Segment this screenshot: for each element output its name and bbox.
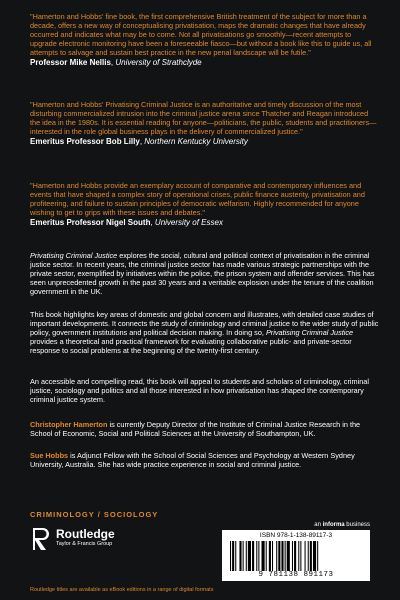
endorsement-1: [30, 12, 380, 68]
barcode-bar: [305, 541, 306, 571]
barcode-bar: [313, 541, 316, 571]
endorser-affiliation: University of Strathclyde: [115, 58, 202, 68]
publisher-logo: [30, 526, 150, 552]
barcode-bar: [258, 541, 259, 571]
barcode-bar: [235, 541, 236, 571]
subject-category: CRIMINOLOGY / SOCIOLOGY: [30, 510, 159, 519]
author-name: Christopher Hamerton: [30, 420, 108, 429]
endorsement-text: "Hamerton and Hobbs' Privatising Criminal Justice is an authoritative and timely discussion of the most disturbing commercialized intrusion into the criminal justice arena since Thatcher and Reagan introduced the idea in the 1980s. It is essential reading for anyone—politicians, the public, students and practitioners—interested in the role global business plays in the delivery of commercialized justice.": [30, 100, 377, 137]
publisher-name: Routledge: [56, 527, 115, 541]
barcode-bar: [310, 541, 312, 571]
barcode-bar: [243, 541, 244, 571]
author-bio-1: [30, 420, 380, 438]
description-text: explores the social, cultural and political context of privatisation in the criminal justice sector. In recent years, the criminal justice sector has made various strategic partnerships with the private sector, exemplified by initiatives within the police, the prison system and offender services. This has seen unprecedented growth in the past 30 years and a veritable explosion under the tenure of the coalition government in the UK.: [30, 251, 375, 297]
endorsement-text: "Hamerton and Hobbs provide an exemplary account of comparative and contemporary influences and events that have shaped a complex story of operational crises, public finance austerity, privatisation and profiteering, and failure to sustain principles of democratic welfarism. Highly recommended for anyone wishing to get to grips with these issues and debates.": [30, 181, 365, 218]
endorser-affiliation: Northern Kentucky University: [144, 137, 248, 147]
endorsement-attribution: Professor Mike Nellis, University of Strathclyde: [30, 58, 202, 68]
informa-brand: informa: [322, 522, 345, 528]
endorsement-3: [30, 181, 380, 228]
barcode-bar: [269, 541, 271, 571]
barcode-bar: [256, 541, 257, 571]
ebook-availability-note: Routledge titles are available as eBook editions in a range of digital formats: [30, 587, 214, 593]
endorsement-text: "Hamerton and Hobbs' fine book, the first comprehensive British treatment of the subject for more than a decade, offers a new way of conceptualising privatisation, maps the dramatic changes that have already occurred and indicates what may be to come. Not all privatisations go smoothly—recent attempts to upgrade electronic monitoring have been a foreseeable fiasco—but without a book like this to guide us, all attempts to salvage and sustain best practice in the new penal landscape will be futile.": [30, 12, 372, 58]
isbn-label: ISBN 978-1-138-89117-3: [259, 532, 333, 539]
description-paragraph-3: An accessible and compelling read, this book will appeal to students and scholars of criminology, criminal justice, sociology and politics and all those interested in how privatisation has shaped the contemporary criminal justice system.: [30, 377, 369, 405]
barcode-bar: [300, 541, 301, 571]
barcode-bar: [266, 541, 267, 571]
description-paragraph-2: [30, 310, 380, 355]
barcode-bar: [262, 541, 265, 571]
book-title: Privatising Criminal Justice: [30, 251, 118, 260]
informa-business-label: an informa business: [314, 522, 370, 528]
barcode-bar: [278, 541, 280, 571]
barcode-icon: [228, 541, 364, 571]
barcode-bar: [248, 541, 251, 571]
barcode-bar: [246, 541, 247, 571]
barcode-bar: [317, 541, 318, 571]
description-text: provides a theoretical and practical framework for evaluating collaborative public- and private-sector response to social problems at the beginning of the twenty-first century.: [30, 337, 352, 356]
endorser-name: Professor Mike Nellis: [30, 58, 111, 68]
barcode-bar: [252, 541, 254, 571]
barcode-bar: [308, 541, 309, 571]
barcode-bar: [281, 541, 283, 571]
isbn-barcode: [222, 530, 370, 581]
author-bio-text: is currently Deputy Director of the Institute of Criminal Justice Research in the School of Economic, Social and Political Sciences at the University of Southampton, UK.: [30, 420, 361, 439]
barcode-digits: 9 781138 891173: [258, 571, 334, 579]
barcode-bar: [239, 541, 241, 571]
barcode-bar: [232, 541, 234, 571]
barcode-bar: [285, 541, 286, 571]
description-paragraph-1: [30, 251, 380, 296]
author-bio-2: [30, 451, 380, 469]
publisher-group: Taylor & Francis Group: [56, 541, 113, 547]
barcode-bar: [298, 541, 299, 571]
barcode-bar: [287, 541, 290, 571]
endorsement-attribution: Emeritus Professor Nigel South, University of Essex: [30, 218, 223, 228]
endorsement-attribution: Emeritus Professor Bob Lilly, Northern Kentucky University: [30, 137, 248, 147]
routledge-logo-icon: [30, 526, 52, 552]
barcode-bar: [230, 541, 231, 571]
barcode-bar: [294, 541, 296, 571]
author-name: Sue Hobbs: [30, 451, 69, 460]
endorser-affiliation: University of Essex: [154, 218, 223, 228]
barcode-bar: [272, 541, 273, 571]
barcode-bar: [292, 541, 293, 571]
book-title: Privatising Criminal Justice: [265, 328, 354, 338]
author-bio-text: is Adjunct Fellow with the School of Social Sciences and Psychology at Western Sydney University, Australia. She has wide practice experience in social and criminal justice.: [30, 451, 355, 470]
endorsement-2: [30, 100, 380, 147]
endorser-name: Emeritus Professor Bob Lilly: [30, 137, 140, 147]
barcode-bar: [276, 541, 277, 571]
description-text: This book highlights key areas of domestic and global concern and illustrates, with detailed case studies of important developments. It connects the study of criminology and criminal justice to the wider study of public policy, government institutions and political decision making. In doing so,: [30, 310, 379, 338]
endorser-name: Emeritus Professor Nigel South: [30, 218, 151, 228]
